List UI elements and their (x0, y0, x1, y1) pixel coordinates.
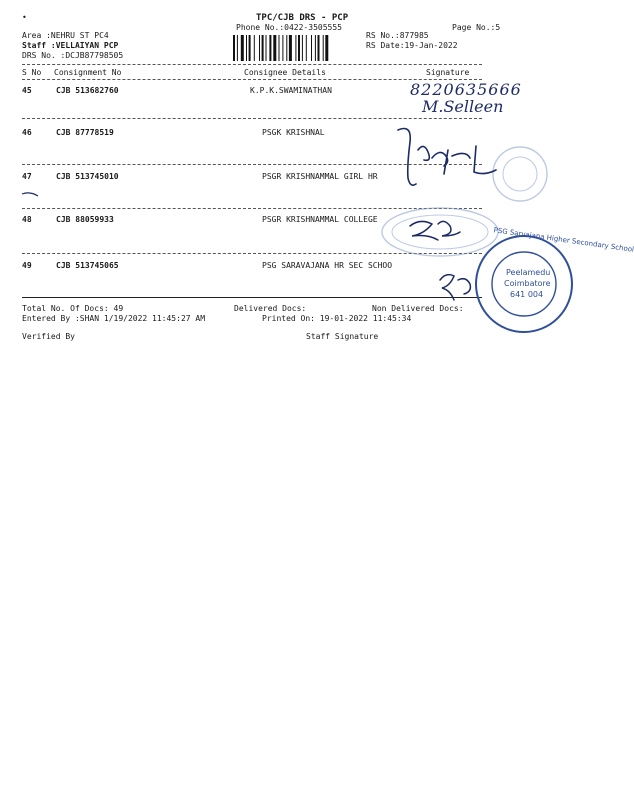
row-sno: 47 (22, 172, 32, 181)
entered-by: Entered By :SHAN 1/19/2022 11:45:27 AM (22, 314, 206, 323)
stamp-inner-line1: Peelamedu (506, 268, 551, 277)
col-signature: Signature (426, 68, 470, 77)
col-consignment: Consignment No (54, 68, 122, 77)
faint-round-stamp (493, 147, 547, 201)
row-sno: 46 (22, 128, 32, 137)
stamp-inner-line3: 641 004 (510, 290, 544, 299)
stamp-inner-line2: Coimbatore (504, 279, 551, 288)
signature-row-49 (440, 275, 470, 300)
total-docs: Total No. Of Docs: 49 (22, 304, 124, 313)
row-consignee: PSGK KRISHNAL (262, 128, 325, 137)
row-consignee: PSGR KRISHNAMMAL GIRL HR (262, 172, 378, 181)
printed-on: Printed On: 19-01-2022 11:45:34 (262, 314, 412, 323)
row-consignment: CJB 88059933 (56, 215, 114, 224)
row-consignment: CJB 513682760 (56, 86, 119, 95)
staff-field: Staff :VELLAIYAN PCP (22, 41, 119, 50)
row-sno: 45 (22, 86, 32, 95)
page-number: Page No.:5 (452, 23, 501, 32)
phone-number: Phone No.:0422-3505555 (236, 23, 342, 32)
handwritten-name: M.Selleen (422, 97, 504, 116)
row-consignment: CJB 87778519 (56, 128, 114, 137)
col-sno: S No (22, 68, 42, 77)
signature-row-46 (398, 129, 496, 186)
row-sno: 48 (22, 215, 32, 224)
staff-signature-label: Staff Signature (306, 332, 379, 341)
faint-oval-stamp (382, 208, 498, 256)
area-field: Area :NEHRU ST PC4 (22, 31, 109, 40)
row-consignment: CJB 513745010 (56, 172, 119, 181)
rs-date: RS Date:19-Jan-2022 (366, 41, 458, 50)
row-consignee: PSG SARAVAJANA HR SEC SCHOO (262, 261, 393, 270)
handwritten-phone: 8220635666 (410, 80, 522, 99)
margin-scribble (22, 193, 38, 196)
report-title: TPC/CJB DRS - PCP (256, 13, 349, 23)
bullet-mark: • (22, 13, 27, 22)
row-sno: 49 (22, 261, 32, 270)
row-consignment: CJB 513745065 (56, 261, 119, 270)
col-consignee: Consignee Details (244, 68, 326, 77)
signature-row-48 (410, 221, 460, 240)
rs-number: RS No.:877985 (366, 31, 429, 40)
drs-number: DRS No. :DCJB87798505 (22, 51, 124, 60)
verified-by: Verified By (22, 332, 75, 341)
row-consignee: PSGR KRISHNAMMAL COLLEGE (262, 215, 378, 224)
row-consignee: K.P.K.SWAMINATHAN (250, 86, 332, 95)
stamp-outer-text: PSG Sarvajana Higher Secondary School (493, 226, 634, 254)
delivered-docs: Delivered Docs: (234, 304, 307, 313)
non-delivered-docs: Non Delivered Docs: (372, 304, 464, 313)
